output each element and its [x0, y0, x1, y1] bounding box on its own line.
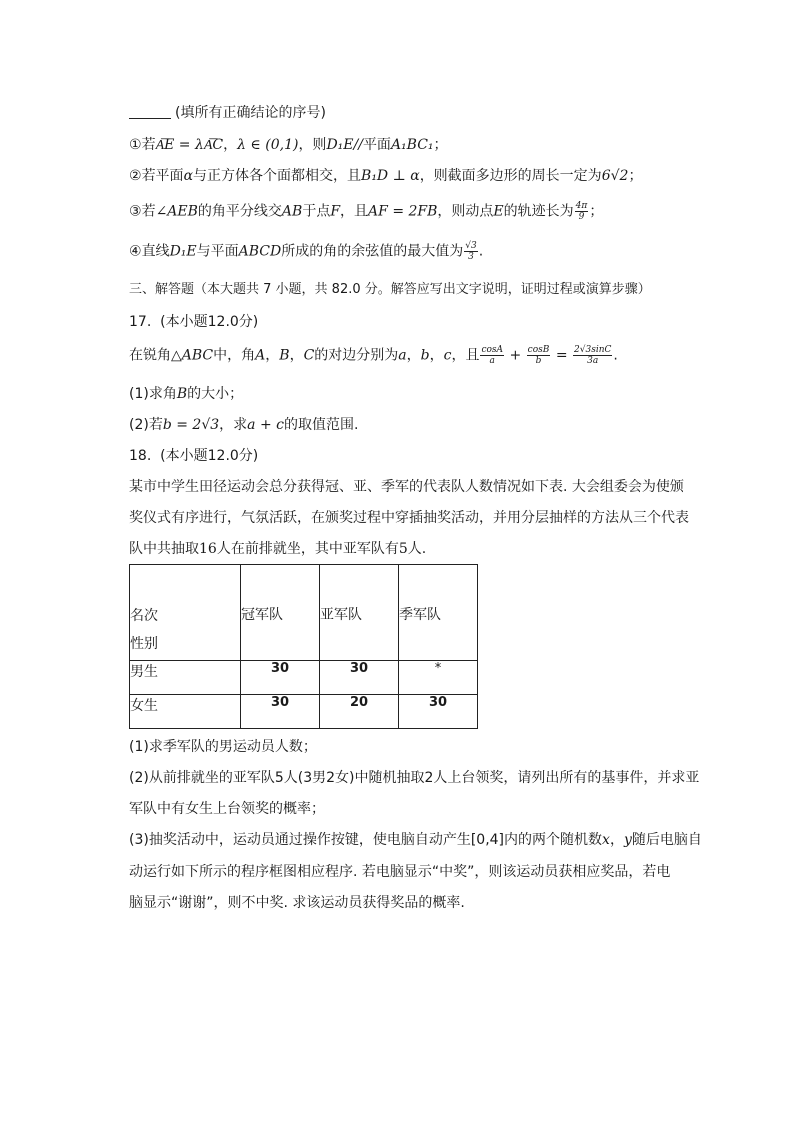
row-label: 男生	[130, 661, 241, 695]
q18-part-3-line-1	[129, 830, 702, 850]
math: 5	[398, 541, 408, 557]
table-cell: *	[399, 661, 478, 695]
table-cell: 30	[241, 661, 320, 695]
math: F	[330, 203, 341, 220]
text: ，	[406, 347, 421, 364]
text: 若	[141, 137, 156, 153]
math: 6√2	[601, 168, 629, 184]
header-label: 冠军队	[241, 607, 283, 623]
math: ABCD	[238, 243, 282, 260]
text: (2)若	[129, 417, 163, 433]
table-header-cell	[320, 565, 399, 661]
table-header-row	[130, 565, 478, 661]
corner-labels	[130, 565, 240, 658]
q18-stem-line-2: 奖仪式有序进行，气氛活跃，在颁奖过程中穿插抽奖活动，并用分层抽样的方法从三个代表	[129, 510, 689, 526]
question-number: 18.	[129, 448, 152, 464]
text: 若	[141, 203, 156, 220]
fraction	[575, 201, 589, 222]
corner-top-label: 名次	[130, 608, 158, 624]
fill-note: (填所有正确结论的序号)	[175, 105, 326, 121]
q18-header	[129, 446, 258, 466]
text: ；	[628, 168, 643, 184]
text: 的大小；	[187, 386, 244, 402]
fraction-numerator: √3	[465, 241, 477, 251]
math: ∠AEB	[155, 203, 198, 220]
text: 的轨迹长为	[503, 203, 574, 220]
math-operator: +	[505, 347, 526, 364]
row-label: 女生	[130, 695, 241, 729]
text: ；	[589, 203, 604, 220]
table-cell: 20	[320, 695, 399, 729]
text: ；	[433, 137, 448, 153]
text: .	[613, 347, 618, 364]
text: 平面	[362, 137, 391, 153]
math: B	[176, 386, 188, 402]
team-table	[129, 564, 478, 729]
fill-blank-line	[129, 103, 326, 123]
statement-marker: ③	[129, 203, 142, 220]
math: D₁E//	[326, 137, 363, 153]
fraction	[480, 345, 504, 366]
text: ，求	[219, 417, 248, 433]
q18-part-3-line-2: 动运行如下所示的程序框图相应程序. 若电脑显示“中奖”，则该运动员获相应奖品，若电	[129, 864, 671, 880]
q17-header	[129, 312, 258, 332]
table-header-cell	[241, 565, 320, 661]
text: 的对边分别为	[314, 347, 399, 364]
fraction-denominator: 9	[578, 212, 585, 222]
text: .	[478, 243, 484, 260]
fraction-numerator: cosB	[527, 345, 550, 355]
q17-part-1	[129, 384, 243, 404]
table-corner-cell	[130, 565, 241, 661]
math: a	[398, 347, 407, 364]
corner-bottom-label: 性别	[130, 636, 158, 652]
statement-3	[129, 201, 603, 222]
math: AF = 2FB	[368, 203, 438, 220]
fraction-numerator: 4π	[575, 201, 588, 211]
math: AB	[281, 203, 303, 220]
table-cell: 30	[241, 695, 320, 729]
text: 的取值范围.	[284, 417, 359, 433]
text: 随后电脑自	[631, 832, 702, 848]
text: 与正方体各个面都相交，且	[193, 168, 362, 184]
math: y	[623, 832, 632, 848]
math-operator: =	[551, 347, 573, 364]
text: ，且	[451, 347, 480, 364]
fraction	[573, 345, 612, 366]
fraction-denominator: 3a	[587, 356, 599, 366]
text: ，	[609, 832, 624, 848]
text: 的角平分线交	[197, 203, 282, 220]
table-row	[130, 695, 478, 729]
statement-marker: ④	[129, 243, 142, 260]
fraction-numerator: 2√3sinC	[574, 345, 612, 355]
fraction	[527, 345, 551, 366]
math: b = 2√3	[162, 417, 220, 433]
text: 在锐角	[129, 347, 171, 364]
q17-stem	[129, 345, 618, 366]
statement-4	[129, 241, 483, 262]
math: A͞E = λA͞C	[155, 137, 224, 153]
math: a + c	[247, 417, 284, 433]
math: E	[493, 203, 504, 220]
math: α	[183, 168, 194, 184]
text: ，则动点	[437, 203, 494, 220]
text: 中，角	[213, 347, 256, 364]
question-score: (本小题12.0分)	[160, 314, 259, 330]
math: C	[303, 347, 315, 364]
table-cell: 30	[399, 695, 478, 729]
fraction	[464, 241, 477, 262]
statement-marker: ②	[129, 168, 142, 184]
fraction-numerator: cosA	[481, 345, 504, 355]
table-header-cell	[399, 565, 478, 661]
text: ，则截面多边形的周长一定为	[419, 168, 602, 184]
q18-part-2-line-2: 军队中有女生上台领奖的概率；	[129, 801, 325, 817]
statement-2	[129, 166, 642, 186]
text: 人.	[407, 541, 427, 557]
text: 与平面	[196, 243, 239, 260]
table-cell: 30	[320, 661, 399, 695]
text: ，	[429, 347, 444, 364]
fraction-denominator: b	[535, 356, 542, 366]
q17-part-2	[129, 415, 358, 435]
text: 所成的角的余弦值的最大值为	[281, 243, 464, 260]
math: x	[602, 832, 610, 848]
text: 人在前排就坐，其中亚军队有	[216, 541, 399, 557]
text: ，且	[340, 203, 369, 220]
text: 直线	[141, 243, 170, 260]
math: 16	[199, 541, 217, 557]
fraction-denominator: a	[489, 356, 495, 366]
table-row	[130, 661, 478, 695]
text: 若平面	[141, 168, 184, 184]
text: ，	[265, 347, 280, 364]
q18-part-1: (1)求季军队的男运动员人数；	[129, 739, 317, 755]
text: (1)求角	[129, 386, 177, 402]
math: b	[420, 347, 430, 364]
answer-blank[interactable]	[129, 104, 171, 119]
text: ，	[289, 347, 304, 364]
math: c	[443, 347, 452, 364]
section-heading: 三、解答题（本大题共 7 小题，共 82.0 分。解答应写出文字说明，证明过程或演算步骤）	[129, 282, 651, 297]
q18-part-2-line-1: (2)从前排就坐的亚军队5人(3男2女)中随机抽取2人上台领奖，请列出所有的基事件，并求亚	[129, 770, 700, 786]
header-label: 亚军队	[320, 607, 362, 623]
text: 队中共抽取	[129, 541, 199, 557]
statement-1	[129, 135, 448, 155]
math: D₁E	[169, 243, 197, 260]
text: ，则	[298, 137, 327, 153]
fraction-denominator: 3	[468, 252, 474, 262]
math: B	[279, 347, 290, 364]
text: (3)抽奖活动中，运动员通过操作按键，使电脑自动产生[0,4]内的两个随机数	[129, 832, 603, 848]
math: A	[255, 347, 266, 364]
statement-marker: ①	[129, 137, 142, 153]
math: B₁D ⊥ α	[361, 168, 420, 184]
header-label: 季军队	[399, 607, 441, 623]
text: 于点	[302, 203, 331, 220]
q18-part-3-line-3: 脑显示“谢谢”，则不中奖. 求该运动员获得奖品的概率.	[129, 895, 465, 911]
math: λ ∈ (0,1)	[237, 137, 299, 153]
text: ，	[223, 137, 238, 153]
question-score: (本小题12.0分)	[160, 448, 259, 464]
q18-stem-line-3	[129, 539, 426, 559]
math: △ABC	[171, 347, 214, 364]
math: A₁BC₁	[390, 137, 434, 153]
q18-stem-line-1: 某市中学生田径运动会总分获得冠、亚、季军的代表队人数情况如下表. 大会组委会为使颁	[129, 479, 684, 495]
question-number: 17.	[129, 314, 152, 330]
